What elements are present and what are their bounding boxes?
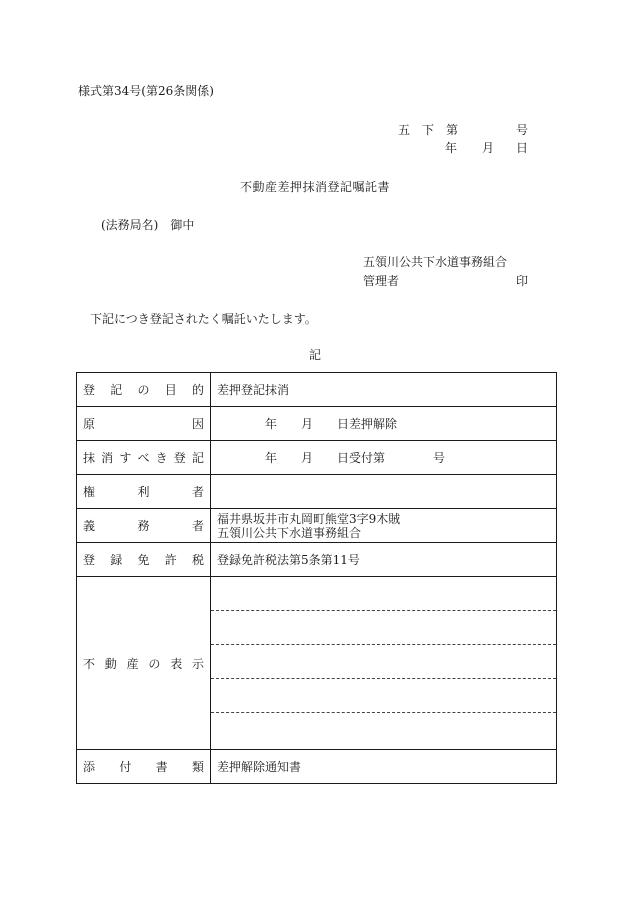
addressee-name: (法務局名) [101,218,159,232]
to-cancel-number-suffix: 号 [433,451,446,465]
table-row-to-cancel [77,441,557,475]
label-char: 消 [101,451,114,465]
value-obligor [211,509,557,543]
doc-number-prefix-1: 五 [398,123,411,137]
label-purpose [77,373,211,407]
value-to-cancel [211,441,557,475]
cause-year: 年 [265,417,278,431]
table-row-cause [77,407,557,441]
value-purpose: 差押登記抹消 [211,373,557,407]
doc-number-prefix-3: 第 [446,123,459,137]
label-char: 類 [191,760,204,774]
date-day: 日 [515,141,528,155]
sender-administrator: 管理者 [363,274,400,288]
label-char: 税 [191,553,204,567]
label-char: 因 [191,417,204,431]
intro-text: 下記につき登記されたく嘱託いたします。 [90,312,317,326]
label-property [77,577,211,750]
to-cancel-year: 年 [265,451,278,465]
property-line [211,645,556,679]
table-row-obligor [77,509,557,543]
table-row-property [77,577,557,750]
label-char: 義 [83,519,96,533]
label-cause [77,407,211,441]
property-line [211,679,556,713]
label-attachments [77,750,211,784]
label-char: 原 [83,417,96,431]
value-license-tax: 登録免許税法第5条第11号 [211,543,557,577]
table-row-attachments [77,750,557,784]
label-char: 者 [191,519,204,533]
to-cancel-month: 月 [301,451,314,465]
date-month: 月 [482,141,495,155]
label-char: す [119,451,132,465]
property-line [211,713,556,749]
label-char: 目 [164,383,177,397]
document-number-line [398,123,528,137]
date-line [440,141,528,155]
label-char: 表 [170,656,183,671]
label-char: べ [137,451,150,465]
label-char: 示 [191,656,204,671]
label-char: 記 [110,383,123,397]
label-char: 的 [191,383,204,397]
label-char: 許 [164,553,177,567]
label-char: 利 [137,485,150,499]
label-char: 登 [83,383,96,397]
label-char: の [148,656,161,671]
label-char: 添 [83,760,96,774]
label-char: 登 [83,553,96,567]
value-rights-holder [211,475,557,509]
obligor-address: 福井県坂井市丸岡町熊堂3字9木賊 [217,511,401,526]
document-title: 不動産差押抹消登記嘱託書 [239,180,390,194]
addressee [101,218,194,232]
label-char: 付 [119,760,132,774]
cause-day-text: 日差押解除 [337,417,398,431]
label-char: 登 [173,451,186,465]
label-char: の [137,383,150,397]
label-char: き [155,451,168,465]
label-char: 動 [104,656,117,671]
label-char: 権 [83,485,96,499]
label-char: 抹 [83,451,96,465]
label-char: 不 [83,656,96,671]
seal-mark: 印 [515,274,528,288]
label-char: 産 [126,656,139,671]
property-line [211,611,556,645]
table-row-license-tax [77,543,557,577]
to-cancel-day-text: 日受付第 [337,451,386,465]
sender-administrator-line [363,274,528,288]
label-char: 者 [191,485,204,499]
date-year: 年 [445,141,458,155]
label-char: 書 [155,760,168,774]
label-obligor [77,509,211,543]
cause-month: 月 [301,417,314,431]
registration-table [76,372,557,784]
value-cause [211,407,557,441]
label-rights-holder [77,475,211,509]
label-to-cancel [77,441,211,475]
table-row-rights-holder [77,475,557,509]
label-char: 免 [137,553,150,567]
table-row-purpose [77,373,557,407]
addressee-suffix: 御中 [170,218,195,232]
form-number: 様式第34号(第26条関係) [78,84,214,98]
label-char: 記 [191,451,204,465]
value-property [211,577,557,750]
ki-heading: 記 [308,348,321,362]
value-attachments: 差押解除通知書 [211,750,557,784]
label-char: 務 [137,519,150,533]
label-char: 録 [110,553,123,567]
doc-number-suffix: 号 [515,123,528,137]
obligor-name: 五領川公共下水道事務組合 [217,525,362,540]
doc-number-prefix-2: 下 [422,123,435,137]
label-license-tax [77,543,211,577]
property-line [211,577,556,611]
sender-organization: 五領川公共下水道事務組合 [363,255,508,269]
